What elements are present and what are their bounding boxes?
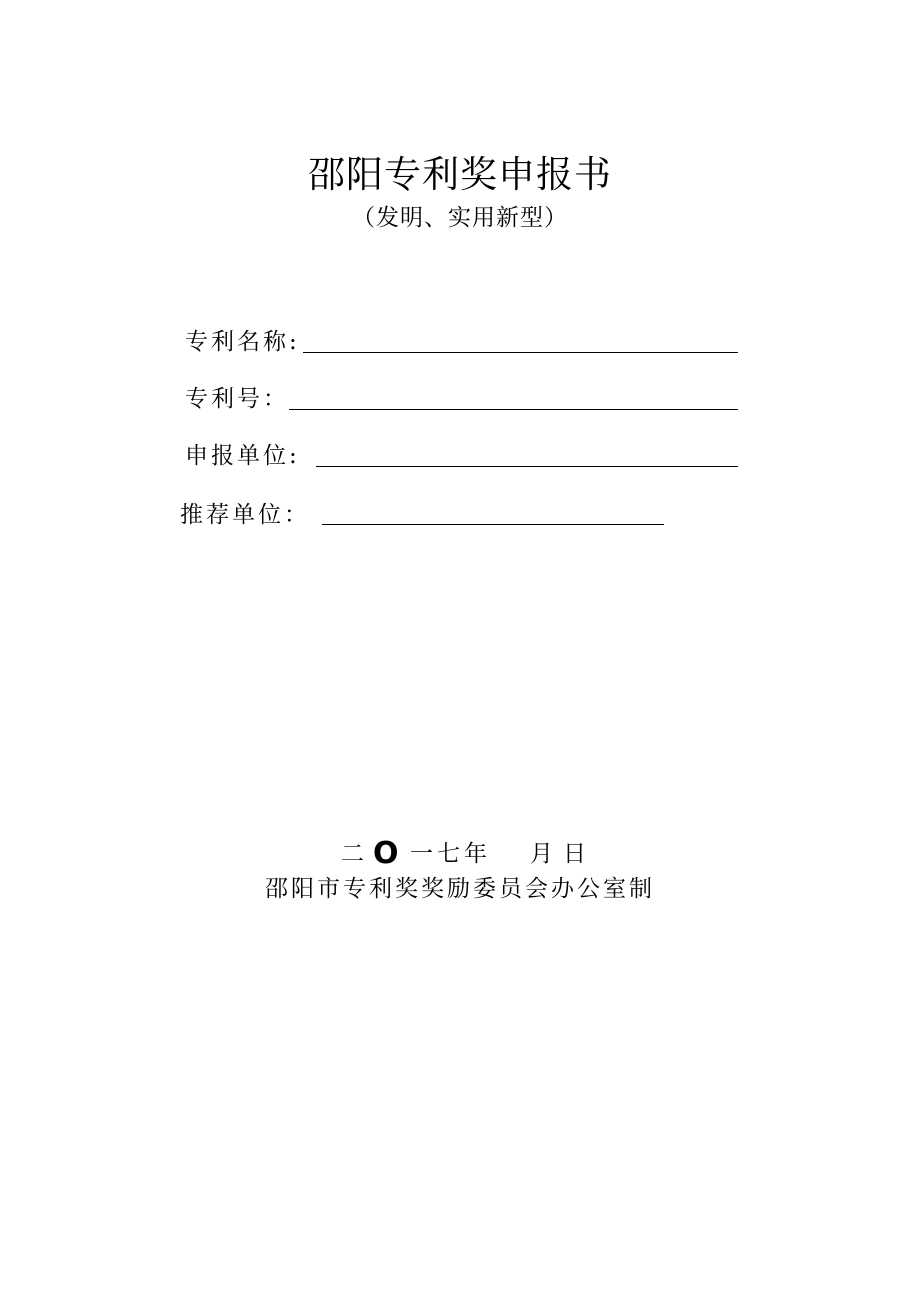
date-year-zero: O — [373, 836, 399, 871]
document-title: 邵阳专利奖申报书 — [308, 153, 612, 196]
patent-number-blank[interactable] — [289, 409, 738, 410]
applicant-unit-field — [185, 439, 740, 473]
patent-number-label: 专利号： — [185, 386, 289, 412]
date-year-suffix: 一七年 — [410, 841, 491, 867]
patent-name-field — [185, 325, 740, 359]
date-month-day: 月日 — [530, 841, 596, 867]
recommending-unit-label: 推荐单位： — [180, 502, 310, 528]
recommending-unit-blank[interactable] — [322, 524, 664, 525]
patent-number-field — [185, 382, 740, 416]
issuing-office: 邵阳市专利奖奖励委员会办公室制 — [265, 876, 655, 902]
applicant-unit-label: 申报单位: — [185, 443, 300, 469]
patent-name-label: 专利名称: — [185, 329, 300, 355]
date-year-prefix: 二 — [341, 841, 368, 867]
issue-date — [0, 834, 920, 874]
document-subtitle: （发明、实用新型） — [352, 205, 568, 231]
recommending-unit-field — [180, 498, 670, 532]
applicant-unit-blank[interactable] — [316, 466, 738, 467]
patent-name-blank[interactable] — [303, 352, 738, 353]
